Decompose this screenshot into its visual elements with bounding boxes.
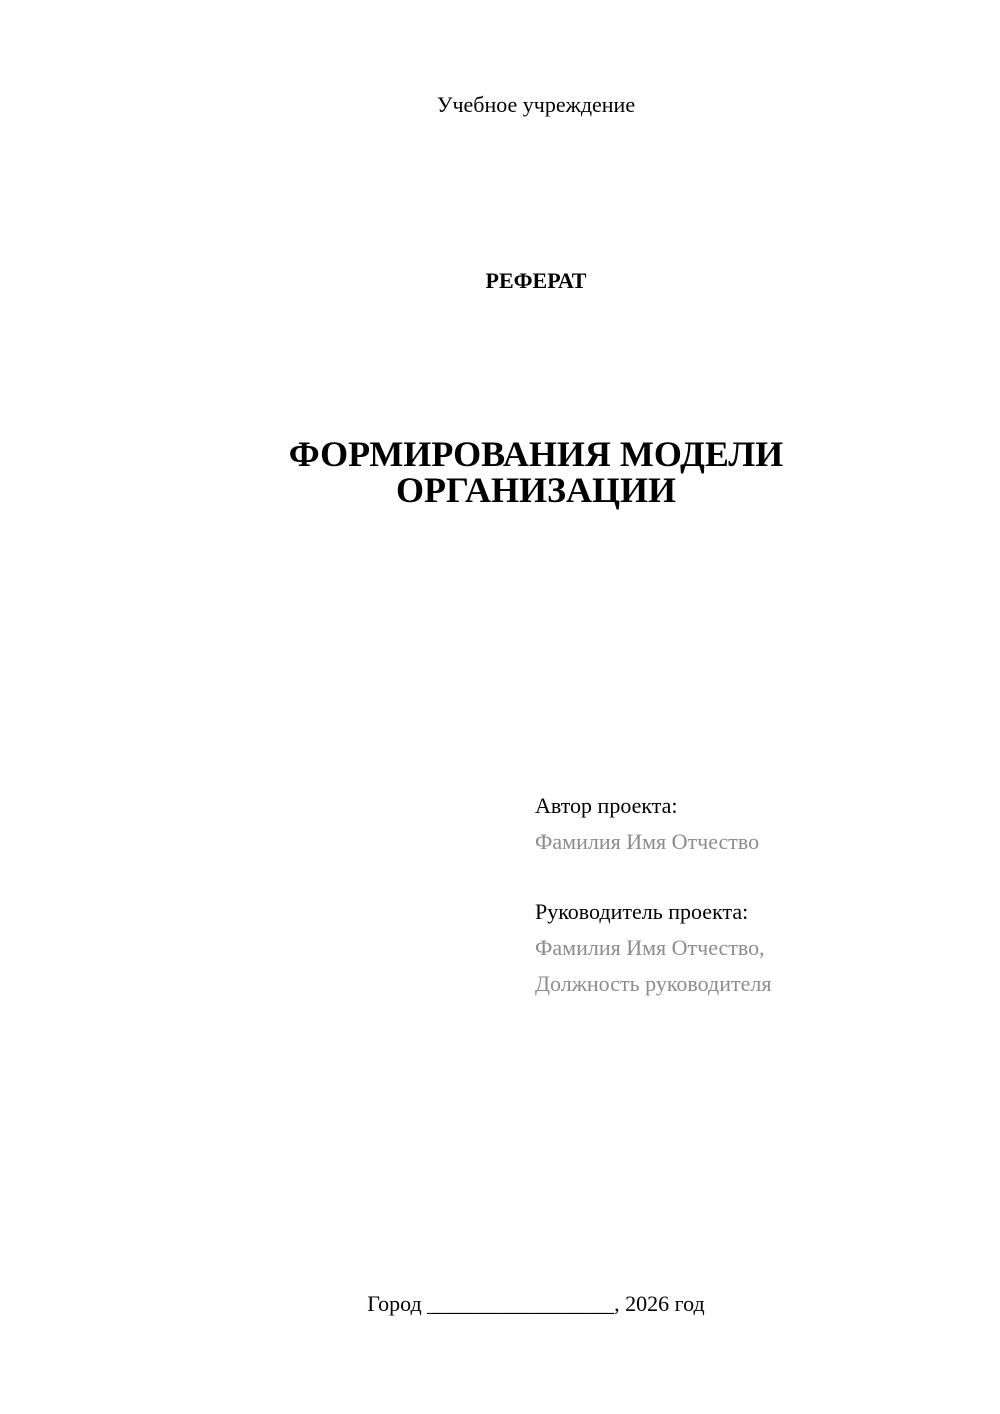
author-label: Автор проекта:	[535, 793, 678, 818]
city-year-line: Город _________________, 2026 год	[367, 1291, 705, 1316]
credits-spacer	[535, 860, 975, 894]
document-title-line: ФОРМИРОВАНИЯ МОДЕЛИ	[288, 434, 784, 474]
document-title-line: ОРГАНИЗАЦИИ	[396, 470, 676, 510]
supervisor-label: Руководитель проекта:	[535, 899, 749, 924]
author-name: Фамилия Имя Отчество	[535, 829, 760, 854]
credits-block	[535, 788, 975, 1002]
document-type: РЕФЕРАТ	[485, 268, 587, 293]
supervisor-name: Фамилия Имя Отчество,	[535, 935, 765, 960]
institution-name: Учебное учреждение	[436, 92, 636, 117]
document-title	[0, 436, 1000, 508]
supervisor-position: Должность руководителя	[535, 971, 772, 996]
